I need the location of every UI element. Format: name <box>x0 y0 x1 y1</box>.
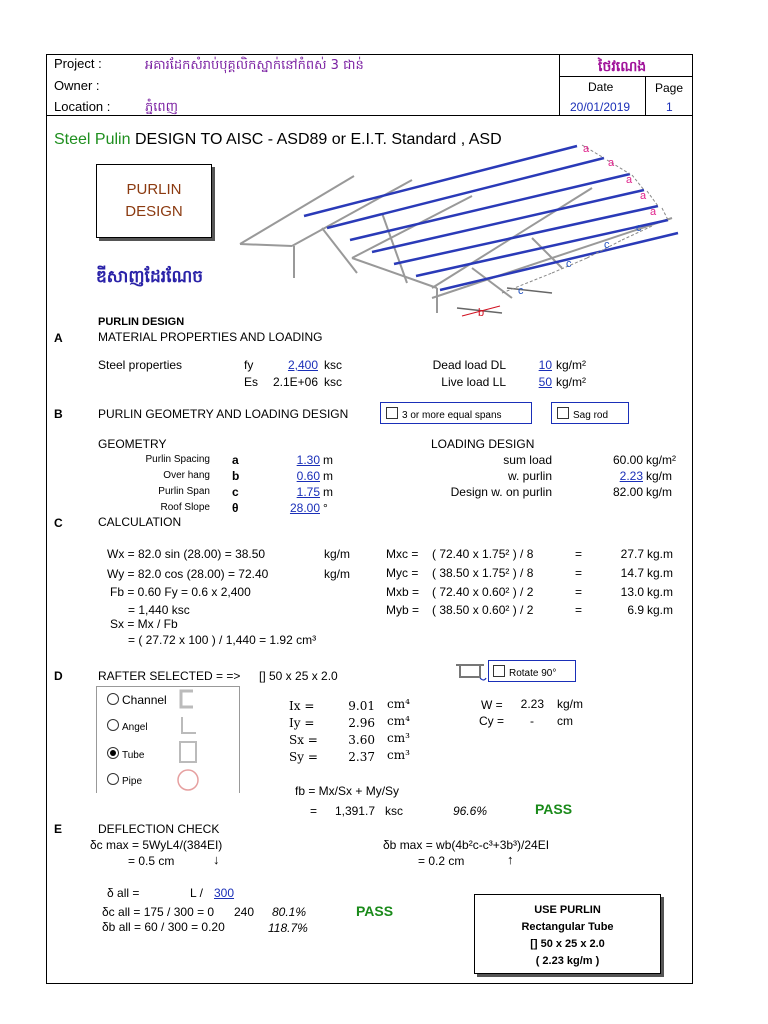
angel-radio-icon <box>107 719 119 731</box>
fy-unit: ksc <box>324 358 342 372</box>
live-load-unit: kg/m² <box>556 375 586 389</box>
sx-unit: cm³ <box>387 731 410 745</box>
sy-value: 2.37 <box>348 750 375 764</box>
purlin-span-label: Purlin Span <box>158 486 210 497</box>
ix-value: 9.01 <box>348 699 375 713</box>
fb-formula: Fb = 0.60 Fy = 0.6 x 2,400 <box>110 585 251 599</box>
deflection-b-value: = 0.2 cm <box>418 854 465 868</box>
purlin-span-value[interactable]: 1.75 <box>296 485 320 499</box>
equal-spans-check-icon <box>386 407 398 419</box>
geometry-title: GEOMETRY <box>98 437 167 451</box>
mxc-unit: kg.m <box>647 547 674 561</box>
myc-eq: = <box>575 566 583 580</box>
purlin-box-line1: PURLIN <box>126 181 182 198</box>
result-line4: ( 2.23 kg/m ) <box>535 955 600 967</box>
option-channel-label: Channel <box>122 693 167 707</box>
label-a-2: a <box>608 157 615 169</box>
ix-unit: cm⁴ <box>387 697 410 711</box>
deflection-c-formula: δc max = 5WyL4/(384EI) <box>90 838 223 852</box>
section-a-title: MATERIAL PROPERTIES AND LOADING <box>98 330 323 344</box>
mxc-value: 27.7 <box>620 547 644 561</box>
purlin-span-sym: c <box>232 485 239 499</box>
purlin-span-unit: m <box>323 485 333 499</box>
fy-value[interactable]: 2,400 <box>287 358 318 372</box>
myc-expr: ( 38.50 x 1.75² ) / 8 <box>432 566 534 580</box>
result-box <box>474 894 661 974</box>
option-pipe[interactable] <box>107 773 142 787</box>
mxc-eq: = <box>575 547 583 561</box>
w-unit: kg/m <box>557 697 584 711</box>
live-load-value[interactable]: 50 <box>538 375 552 389</box>
purlin-spacing-label: Purlin Spacing <box>145 454 210 465</box>
wx-formula: Wx = 82.0 sin (28.00) = 38.50 <box>107 547 266 561</box>
fb-check-value: 1,391.7 <box>334 804 375 818</box>
page-label: Page <box>655 81 684 95</box>
wy-unit: kg/m <box>324 567 351 581</box>
purlin-box-line2: DESIGN <box>125 203 183 220</box>
delta-c-all: δc all = 175 / 300 = 0 <box>102 905 215 919</box>
label-c-1: c <box>636 222 642 234</box>
tube-shape-icon <box>177 739 201 765</box>
es-value: 2.1E+06 <box>272 375 318 389</box>
delta-all-label: δ all = <box>107 886 140 900</box>
overhang-value[interactable]: 0.60 <box>296 469 320 483</box>
roof-diagram <box>232 128 692 328</box>
khmer-heading: ឌីសាញដែរណែច <box>96 267 204 286</box>
myc-value: 14.7 <box>620 566 644 580</box>
purlin-spacing-unit: m <box>323 453 333 467</box>
label-c-4: c <box>518 285 524 297</box>
cy-unit: cm <box>557 714 573 728</box>
delta-c-ratio: 80.1% <box>272 905 307 919</box>
pipe-radio-icon <box>107 773 119 785</box>
sum-load-value: 60.00 <box>612 453 643 467</box>
option-angel[interactable] <box>107 719 148 733</box>
w-purlin-value[interactable]: 2.23 <box>619 469 643 483</box>
sag-rod-label: Sag rod <box>573 410 609 421</box>
angle-shape-icon <box>179 715 199 737</box>
channel-radio-icon <box>107 693 119 705</box>
section-c-title: CALCULATION <box>98 515 182 529</box>
sx-formula: Sx = Mx / Fb <box>110 617 178 631</box>
es-label: Es <box>244 375 259 389</box>
deflection-c-value: = 0.5 cm <box>128 854 175 868</box>
section-e-letter: E <box>54 822 63 836</box>
section-a-letter: A <box>54 331 63 345</box>
delta-b-ratio: 118.7% <box>268 921 308 935</box>
result-line3: [] 50 x 25 x 2.0 <box>530 938 605 950</box>
purlin-spacing-value[interactable]: 1.30 <box>296 453 320 467</box>
roof-slope-sym: θ <box>232 501 239 515</box>
rotate-check-icon <box>493 665 505 677</box>
delta-b-all: δb all = 60 / 300 = 0.20 <box>102 920 225 934</box>
myc-unit: kg.m <box>647 566 674 580</box>
sx-result: = ( 27.72 x 100 ) / 1,440 = 1.92 cm³ <box>128 633 317 647</box>
mxc-expr: ( 72.40 x 1.75² ) / 8 <box>432 547 534 561</box>
deflection-pass-badge: PASS <box>356 903 394 919</box>
tube-radio-icon <box>107 747 119 759</box>
fb-pass-badge: PASS <box>535 801 573 817</box>
purlin-design-sub: PURLIN DESIGN <box>98 316 185 328</box>
option-angel-label: Angel <box>122 722 148 733</box>
channel-shape-icon <box>177 689 201 709</box>
deflection-b-formula: δb max = wb(4b²c-c³+3b³)/24EI <box>383 838 550 852</box>
header-divider-vertical <box>559 54 560 115</box>
purlin-spacing-sym: a <box>232 453 239 467</box>
myb-eq: = <box>575 603 583 617</box>
mxb-value: 13.0 <box>620 585 644 599</box>
myb-unit: kg.m <box>647 603 674 617</box>
w-label: W = <box>481 698 503 712</box>
section-d-letter: D <box>54 669 63 683</box>
rafter-selected-label: RAFTER SELECTED = => <box>98 669 241 683</box>
sx-label: Sx = <box>289 733 318 747</box>
result-line2: Rectangular Tube <box>521 921 614 933</box>
location-label: Location : <box>54 99 111 114</box>
date-label: Date <box>588 80 614 94</box>
title-rest: DESIGN TO AISC - ASD89 or E.I.T. Standard , ASD <box>134 131 502 148</box>
header-divider-sub-vertical <box>645 76 646 115</box>
header-divider <box>46 115 693 116</box>
w-purlin-unit: kg/m <box>646 469 673 483</box>
w-purlin-label: w. purlin <box>507 469 552 483</box>
wy-formula: Wy = 82.0 cos (28.00) = 72.40 <box>107 567 269 581</box>
loading-title: LOADING DESIGN <box>431 437 535 451</box>
equal-spans-checkbox[interactable] <box>380 402 532 424</box>
deflection-up-arrow-icon: ↑ <box>507 852 514 867</box>
option-tube-label: Tube <box>122 750 145 761</box>
sag-rod-check-icon <box>557 407 569 419</box>
steel-properties-label: Steel properties <box>98 358 183 372</box>
label-b: b <box>478 307 485 319</box>
roof-slope-label: Roof Slope <box>160 502 210 513</box>
label-a-4: a <box>640 190 647 202</box>
pipe-shape-icon <box>175 767 201 793</box>
option-tube[interactable] <box>107 747 144 761</box>
mxb-label: Mxb = <box>386 585 420 599</box>
overhang-unit: m <box>323 469 333 483</box>
result-line1: USE PURLIN <box>534 904 601 916</box>
sy-unit: cm³ <box>387 748 410 762</box>
design-w-value: 82.00 <box>612 485 643 499</box>
fb-check-unit: ksc <box>385 804 403 818</box>
iy-value: 2.96 <box>348 716 375 730</box>
w-value: 2.23 <box>520 697 544 711</box>
fb-check-formula: fb = Mx/Sx + My/Sy <box>295 784 400 798</box>
title-prefix: Steel Pulin <box>54 131 131 148</box>
owner-label: Owner : <box>54 78 100 93</box>
project-value: អគារដែកសំរាប់បុគ្គលិកស្នាក់នៅកំពស់ 3 ជាន់ <box>145 58 364 73</box>
section-type-group <box>96 686 240 793</box>
fb-check-eq: = <box>310 804 318 818</box>
option-channel[interactable] <box>107 693 167 707</box>
page-value: 1 <box>666 100 673 114</box>
date-value: 20/01/2019 <box>570 100 631 114</box>
es-unit: ksc <box>324 375 342 389</box>
deflection-down-arrow-icon: ↓ <box>213 852 220 867</box>
rotate-label: Rotate 90° <box>509 668 557 679</box>
iy-label: Iy = <box>289 716 315 730</box>
design-w-label: Design w. on purlin <box>450 485 552 499</box>
dead-load-label: Dead load DL <box>432 358 506 372</box>
sum-load-label: sum load <box>503 453 552 467</box>
brand-name: ថៃវណេង <box>598 59 647 75</box>
overhang-sym: b <box>232 469 240 483</box>
label-c-3: c <box>566 258 572 270</box>
delta-all-divisor[interactable]: 300 <box>214 886 235 900</box>
rafter-section-name: [] 50 x 25 x 2.0 <box>259 669 338 683</box>
fb-check-ratio: 96.6% <box>453 804 488 818</box>
section-c-letter: C <box>54 516 63 530</box>
label-a-3: a <box>626 174 633 186</box>
roof-slope-value[interactable]: 28.00 <box>289 501 320 515</box>
myc-label: Myc = <box>386 566 419 580</box>
label-a-5: a <box>650 206 657 218</box>
dead-load-value[interactable]: 10 <box>538 358 552 372</box>
delta-all-l: L / <box>190 886 203 900</box>
label-c-2: c <box>604 239 610 251</box>
rotate-90-checkbox[interactable] <box>488 660 576 682</box>
myb-label: Myb = <box>386 603 420 617</box>
sum-load-unit: kg/m² <box>646 453 676 467</box>
cy-label: Cy = <box>479 714 505 728</box>
sy-label: Sy = <box>289 750 318 764</box>
design-w-unit: kg/m <box>646 485 673 499</box>
wx-unit: kg/m <box>324 547 351 561</box>
rotate-section-icon <box>454 662 488 686</box>
fy-label: fy <box>244 358 254 372</box>
dead-load-unit: kg/m² <box>556 358 586 372</box>
mxb-expr: ( 72.40 x 0.60² ) / 2 <box>432 585 534 599</box>
project-label: Project : <box>54 56 102 71</box>
section-b-letter: B <box>54 407 63 421</box>
live-load-label: Live load LL <box>441 375 506 389</box>
option-pipe-label: Pipe <box>122 776 143 787</box>
delta-c-all-num: 240 <box>234 905 255 919</box>
fb-result: = 1,440 ksc <box>128 603 190 617</box>
mxb-eq: = <box>575 585 583 599</box>
overhang-label: Over hang <box>163 470 210 481</box>
section-b-title: PURLIN GEOMETRY AND LOADING DESIGN <box>98 407 349 421</box>
label-a-1: a <box>583 143 590 155</box>
mxb-unit: kg.m <box>647 585 674 599</box>
cy-value: - <box>530 714 534 728</box>
myb-expr: ( 38.50 x 0.60² ) / 2 <box>432 603 534 617</box>
iy-unit: cm⁴ <box>387 714 410 728</box>
sag-rod-checkbox[interactable] <box>551 402 629 424</box>
sx-value: 3.60 <box>348 733 375 747</box>
myb-value: 6.9 <box>627 603 644 617</box>
roof-slope-unit: ° <box>323 501 328 515</box>
location-value: ភ្នំពេញ <box>145 100 179 115</box>
mxc-label: Mxc = <box>386 547 419 561</box>
equal-spans-label: 3 or more equal spans <box>402 410 502 421</box>
purlin-design-box <box>96 164 212 238</box>
section-e-title: DEFLECTION CHECK <box>98 822 220 836</box>
ix-label: Ix = <box>289 699 315 713</box>
